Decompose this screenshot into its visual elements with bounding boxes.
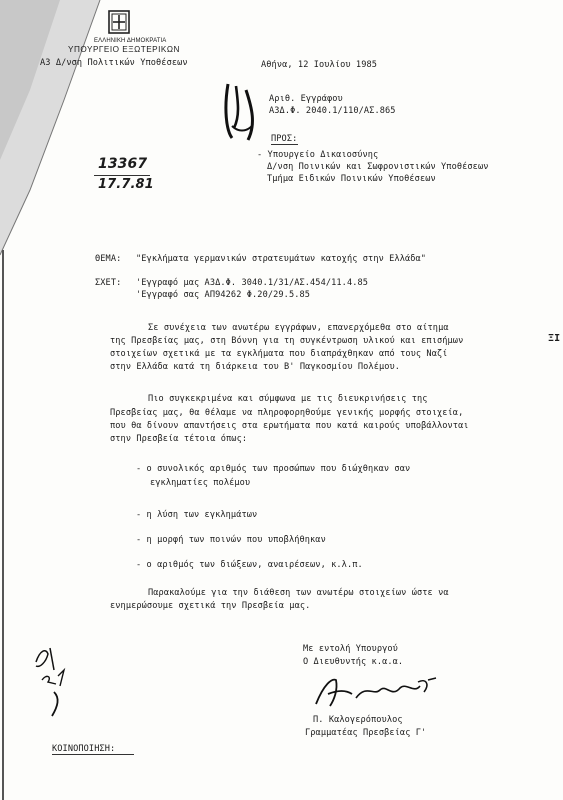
reference-line-2: 'Εγγραφό σας ΑΠ94262 Φ.20/29.5.85 — [136, 290, 311, 300]
reference-line-1: 'Εγγραφό μας Α3Δ.Φ. 3040.1/31/ΑΣ.454/11.4.85 — [136, 278, 369, 288]
paragraph2-line-3: που θα δίνουν απαντήσεις στα ερωτήματα που κατά καιρούς υποβάλλονται — [110, 421, 469, 431]
ministry-name: ΥΠΟΥΡΓΕΙΟ ΕΞΩΤΕΡΙΚΩΝ — [68, 45, 180, 54]
recipient-line-2: Δ/νση Ποινικών και Σωφρονιστικών Υποθέσεων — [267, 162, 489, 172]
paragraph2-line-2: Πρεσβείας μας, θα θέλαμε να πληροφορηθούμε γενικής μορφής στοιχεία, — [110, 408, 464, 418]
subject-text: "Εγκλήματα γερμανικών στρατευμάτων κατοχής στην Ελλάδα" — [136, 254, 427, 264]
protocol-number: Α3Δ.Φ. 2040.1/110/ΑΣ.865 — [269, 106, 396, 116]
subject-label: ΘΕΜΑ: — [95, 254, 122, 264]
closing-line-1: Παρακαλούμε για την διάθεση των ανωτέρω στοιχείων ώστε να — [148, 588, 449, 598]
recipient-label: ΠΡΟΣ: — [271, 134, 298, 144]
stamp-date: 17.7.81 — [98, 177, 154, 192]
bullet-1-line-1: - ο συνολικός αριθμός των προσώπων που διώχθηκαν σαν — [136, 464, 411, 474]
closing-line-2: ενημερώσουμε σχετικά την Πρεσβεία μας. — [110, 601, 311, 611]
margin-mark: ΞΙ — [548, 333, 561, 344]
paragraph1-line-4: στην Ελλάδα κατά τη διάρκεια του Β' Παγκοσμίου Πολέμου. — [110, 362, 401, 372]
greek-emblem-icon — [108, 10, 130, 34]
bullet-4: - ο αριθμός των διώξεων, αναιρέσεων, κ.λ.π. — [136, 560, 363, 570]
handwritten-initials — [222, 80, 262, 144]
cc-label: ΚΟΙΝΟΠΟΙΗΣΗ: — [52, 744, 116, 754]
stamp-number: 13367 — [98, 156, 148, 172]
references-label: ΣΧΕΤ: — [95, 278, 122, 288]
paragraph1-line-1: Σε συνέχεια των ανωτέρω εγγράφων, επανερχόμεθα στο αίτημα — [148, 323, 449, 333]
country-name: ΕΛΛΗΝΙΚΗ ΔΗΜΟΚΡΑΤΙΑ — [94, 38, 167, 44]
bullet-3: - η μορφή των ποινών που υποβλήθηκαν — [136, 535, 326, 545]
paragraph1-line-2: της Πρεσβείας μας, στη Βόννη για τη συγκέντρωση υλικού και επισήμων — [110, 336, 464, 346]
signature-line-2: Ο Διευθυντής κ.α.α. — [303, 657, 404, 667]
stamp-underline — [94, 175, 150, 176]
handwritten-signature — [310, 674, 450, 714]
signature-line-1: Με εντολή Υπουργού — [303, 644, 398, 654]
scan-edge — [0, 0, 10, 800]
bullet-1-line-2: εγκληματίες πολέμου — [150, 478, 251, 488]
recipient-label-underline — [271, 144, 298, 145]
handwritten-margin-note — [30, 640, 80, 720]
recipient-line-1: - Υπουργείο Δικαιοσύνης — [257, 150, 379, 160]
paragraph2-line-4: στην Πρεσβεία τέτοια όπως: — [110, 434, 248, 444]
cc-underline — [52, 754, 134, 755]
protocol-label: Αριθ. Εγγράφου — [269, 94, 343, 104]
paragraph1-line-3: στοιχείων σχετικά με τα εγκλήματα που διαπράχθηκαν από τους Ναζί — [110, 349, 448, 359]
paragraph2-line-1: Πιο συγκεκριμένα και σύμφωνα με τις διευκρινήσεις της — [148, 394, 428, 404]
recipient-line-3: Τμήμα Ειδικών Ποινικών Υποθέσεων — [267, 174, 436, 184]
signatory-name: Π. Καλογερόπουλος — [313, 715, 403, 725]
department-name: Α3 Δ/νση Πολιτικών Υποθέσεων — [40, 58, 188, 68]
place-date: Αθήνα, 12 Ιουλίου 1985 — [261, 60, 378, 70]
signatory-title: Γραμματέας Πρεσβείας Γ' — [305, 728, 427, 738]
bullet-2: - η λύση των εγκλημάτων — [136, 510, 258, 520]
